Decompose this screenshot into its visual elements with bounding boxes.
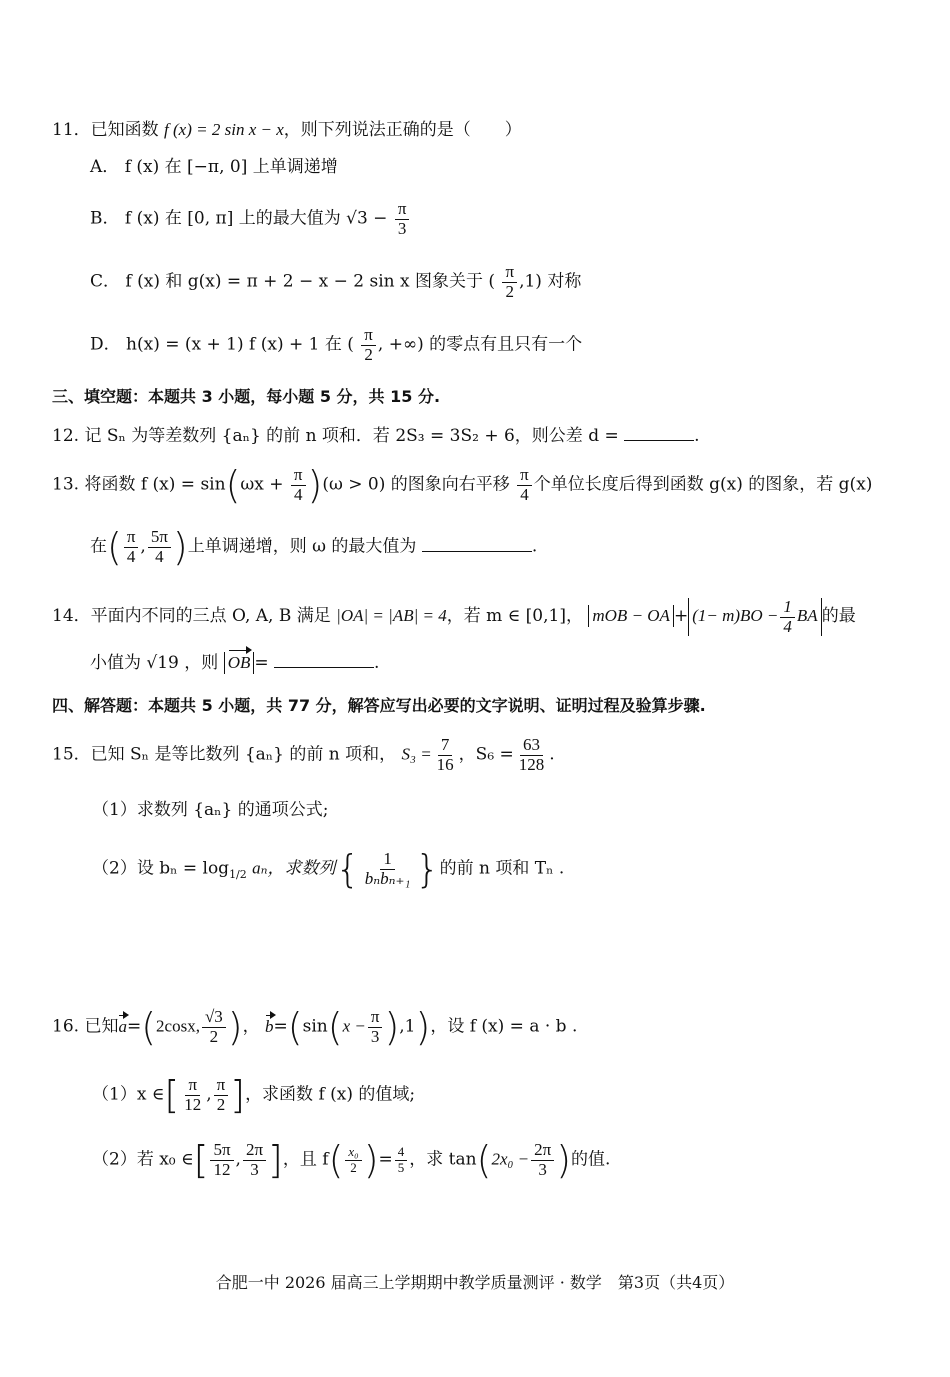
section-3-heading: 三、填空题：本题共 3 小题，每小题 5 分，共 15 分.: [52, 387, 441, 406]
q13-answer-blank[interactable]: [422, 550, 532, 552]
section-4-heading: 四、解答题：本题共 5 小题，共 77 分，解答应写出必要的文字说明、证明过程及验算步骤.: [52, 696, 706, 715]
q15-part2: （2）设 $b_n = \log_{1/2} a_n$，求数列{ $\frac{1}{\text{bₙbₙ₊₁}}$ }的前 n 项和 Tₙ .: [92, 847, 565, 892]
q11-stem: 11．已知函数 f (x) = 2 sin x − x，则下列说法正确的是（ ）: [52, 120, 522, 140]
q15-part1: （1）求数列 {aₙ} 的通项公式;: [92, 800, 329, 820]
q13-line1: 13. 将函数 f (x) = sin(ωx + $\frac{\pi}{4}$ )(ω > 0) 的图象向右平移 $\frac{\pi}{4}$ 个单位长度后得到函数 g(x) 的图象，若 g(x): [52, 463, 873, 508]
q14-line1: 14．平面内不同的三点 O, A, B 满足 |OA| = |AB| = 4，若 m ∈ [0,1]， mOB − OA + (1− m)BO − $\frac{1}{4}$ BA 的最: [52, 597, 856, 636]
q11-option-c: C． f (x) 和 g(x) = π + 2 − x − 2 sin x 图象关于 ( $\frac{\pi}{2}$ ,1) 对称: [90, 262, 582, 301]
q11-option-d: D． h(x) = (x + 1) f (x) + 1 在 ( $\frac{\pi}{2}$ , +∞) 的零点有且只有一个: [90, 325, 583, 364]
q13-line2: 在( $\frac{\pi}{4}$ , $\frac{5\pi}{4}$ )上单调递增，则 ω 的最大值为 .: [90, 525, 538, 570]
q16-stem: 16. 已知a=(2cosx, $\frac{√3}{2}$ )， b=(sin(x − $\frac{\pi}{3}$ ),1)，设 f (x) = a · b .: [52, 1005, 578, 1050]
page-footer: 合肥一中 2026 届高三上学期期中教学质量测评 · 数学 第3页（共4页）: [215, 1273, 735, 1292]
q14-answer-blank[interactable]: [274, 666, 374, 668]
q12-answer-blank[interactable]: [624, 439, 694, 441]
q11-option-b: B． f (x) 在 [0, π] 上的最大值为 √3 − $\frac{\pi}{3}$: [90, 200, 411, 238]
q15-stem: 15．已知 Sₙ 是等比数列 {aₙ} 的前 n 项和， S₃ = $\frac{7}{16}$ ，S₆ = $\frac{63}{128}$ .: [52, 735, 555, 774]
q14-line2: 小值为 √19 ，则 OB = .: [90, 653, 380, 673]
q16-part1: （1）x ∈[ $\frac{\pi}{12}$ , $\frac{\pi}{2}$ ]，求函数 f (x) 的值域;: [92, 1073, 416, 1118]
q16-part2: （2）若 x₀ ∈[ $\frac{5\pi}{12}$ , $\frac{2\pi}{3}$ ]，且 f( $\frac{\text{x₀}}{2}$ )= $\frac{4}{5}$ ，求 tan(2x₀ − $\frac{2\pi}{3}$ )的值.: [92, 1138, 611, 1183]
q11-option-a: A． f (x) 在 [−π, 0] 上单调递增: [90, 157, 338, 177]
q12: 12. 记 Sₙ 为等差数列 {aₙ} 的前 n 项和．若 2S₃ = 3S₂ + 6，则公差 d = .: [52, 426, 700, 446]
